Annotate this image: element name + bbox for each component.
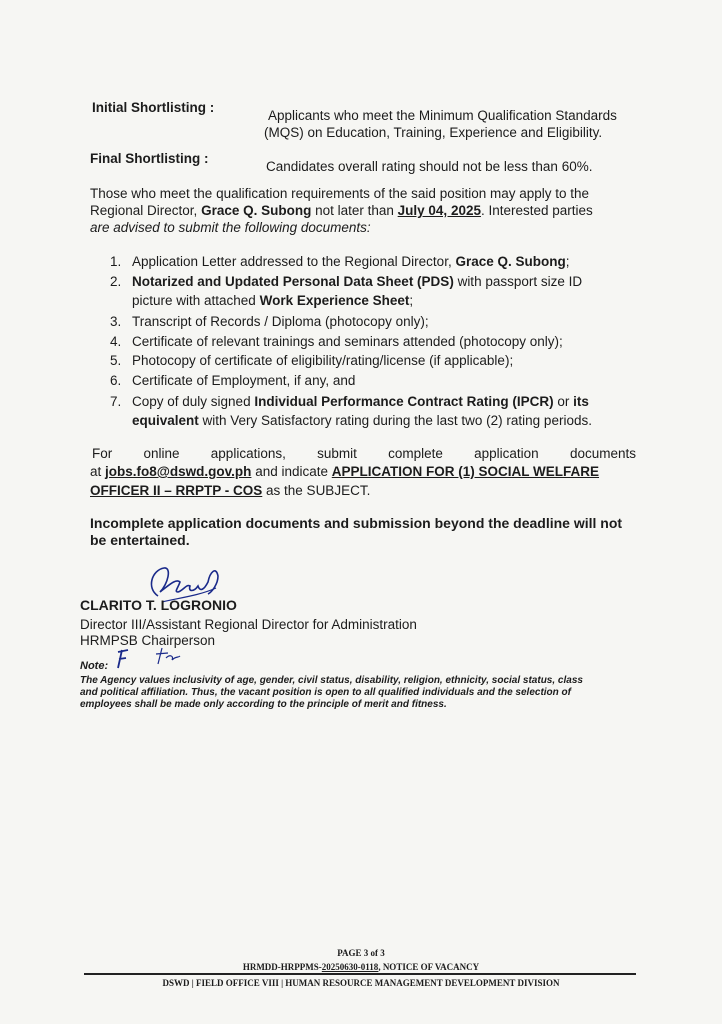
- subject-text: OFFICER II – RRPTP - COS: [90, 483, 263, 498]
- email-link[interactable]: jobs.fo8@dswd.gov.ph: [105, 464, 252, 479]
- list-text: Copy of duly signed: [132, 394, 255, 409]
- list-text: with Very Satisfactory rating during the last two (2) rating periods.: [198, 413, 592, 428]
- list-text: Photocopy of certificate of eligibility/rating/license (if applicable);: [132, 353, 514, 368]
- list-text: ;: [565, 254, 570, 269]
- final-shortlisting-label: Final Shortlisting :: [90, 151, 209, 166]
- intro-line-2: [90, 202, 593, 219]
- final-shortlisting-text: Candidates overall rating should not be less than 60%.: [266, 159, 593, 174]
- signatory-name: CLARITO T. LOGRONIO: [80, 597, 237, 613]
- warning-line-2: be entertained.: [90, 532, 190, 548]
- list-number: 7.: [110, 394, 122, 409]
- signatory-title-1: Director III/Assistant Regional Director for Administration: [80, 617, 417, 632]
- list-text-bold: Notarized and Updated Personal Data Sheet (PDS): [132, 274, 454, 289]
- deadline-date: July 04, 2025: [397, 203, 481, 218]
- online-line-3: [90, 482, 370, 499]
- list-text-bold: equivalent: [132, 413, 199, 428]
- list-number: 5.: [110, 353, 122, 368]
- online-text: as the SUBJECT.: [262, 483, 371, 498]
- reference-code: HRMDD-HRPPMS-: [242, 962, 322, 972]
- list-number: 4.: [110, 334, 122, 349]
- list-text-bold: Work Experience Sheet: [259, 293, 410, 308]
- list-number: 2.: [110, 274, 122, 289]
- initials-icon: [112, 644, 192, 672]
- list-text-bold: Grace Q. Subong: [455, 254, 566, 269]
- intro-line-1: Those who meet the qualification requirements of the said position may apply to the: [90, 186, 590, 201]
- subject-text: APPLICATION FOR (1) SOCIAL WELFARE: [331, 464, 600, 479]
- intro-text: Regional Director,: [90, 203, 202, 218]
- director-name: Grace Q. Subong: [201, 203, 312, 218]
- note-line-2: and political affiliation. Thus, the vacant position is open to all qualified individuals and the selection of: [80, 687, 571, 698]
- note-line-1: The Agency values inclusivity of age, gender, civil status, disability, religion, ethnicity, social status, class: [80, 675, 583, 686]
- reference-title: , NOTICE OF VACANCY: [378, 962, 480, 972]
- intro-text: . Interested parties: [480, 203, 593, 218]
- list-text: with passport size ID: [453, 274, 583, 289]
- list-number: 3.: [110, 314, 122, 329]
- warning-line-1: Incomplete application documents and submission beyond the deadline will not: [90, 515, 623, 531]
- note-label: Note:: [80, 660, 109, 672]
- list-text: Application Letter addressed to the Regional Director,: [132, 254, 456, 269]
- online-line-1: For online applications, submit complete application documents: [92, 446, 636, 461]
- online-text: and indicate: [251, 464, 332, 479]
- list-text: Transcript of Records / Diploma (photocopy only);: [132, 314, 429, 329]
- online-text: at: [90, 464, 106, 479]
- note-line-3: employees shall be made only according to the principle of merit and fitness.: [80, 699, 447, 710]
- intro-text: not later than: [311, 203, 398, 218]
- signatory-title-2: HRMPSB Chairperson: [80, 633, 216, 648]
- list-text: ;: [409, 293, 414, 308]
- list-number: 1.: [110, 254, 122, 269]
- footer-divider: [84, 973, 636, 975]
- list-text: Certificate of relevant trainings and seminars attended (photocopy only);: [132, 334, 563, 349]
- page-number: PAGE 3 of 3: [337, 948, 385, 958]
- list-text: picture with attached: [132, 293, 260, 308]
- list-text: or: [553, 394, 574, 409]
- list-number: 6.: [110, 373, 122, 388]
- intro-line-3: are advised to submit the following documents:: [90, 220, 371, 235]
- online-line-2: [90, 463, 636, 480]
- division-line: DSWD | FIELD OFFICE VIII | HUMAN RESOURCE MANAGEMENT DEVELOPMENT DIVISION: [162, 978, 560, 988]
- list-text-bold: its: [573, 394, 589, 409]
- list-text: Certificate of Employment, if any, and: [132, 373, 356, 388]
- initial-shortlisting-text-2: (MQS) on Education, Training, Experience and Eligibility.: [264, 125, 603, 140]
- initial-shortlisting-text-1: Applicants who meet the Minimum Qualification Standards: [268, 108, 617, 123]
- list-text-bold: Individual Performance Contract Rating (IPCR): [254, 394, 554, 409]
- document-reference: [0, 962, 722, 972]
- initial-shortlisting-label: Initial Shortlisting :: [92, 100, 215, 115]
- reference-number: 20250630-0118: [321, 962, 379, 972]
